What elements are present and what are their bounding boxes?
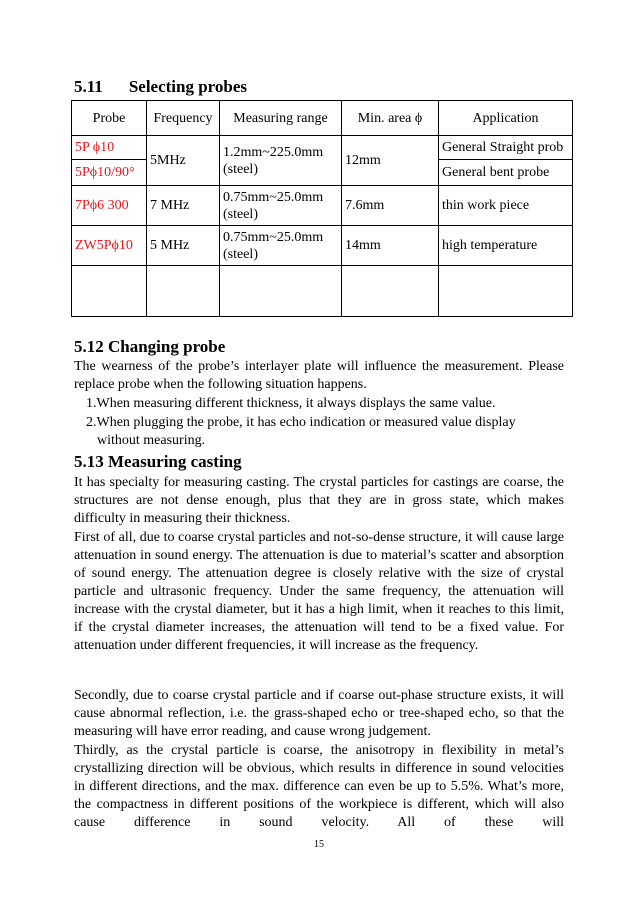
cell-range <box>220 136 342 186</box>
range-line: (steel) <box>223 206 258 222</box>
empty-cell <box>147 266 220 317</box>
section-heading-5-11 <box>74 77 247 97</box>
header-frequency: Frequency <box>147 101 220 136</box>
cell-application: high temperature <box>439 226 573 266</box>
cell-application: thin work piece <box>439 186 573 226</box>
cell-probe: ZW5Pϕ10 <box>72 226 147 266</box>
cell-frequency: 5MHz <box>147 136 220 186</box>
header-measuring-range: Measuring range <box>220 101 342 136</box>
cell-min-area: 14mm <box>342 226 439 266</box>
list-item: 1.When measuring different thickness, it always displays the same value. <box>86 396 496 411</box>
cell-probe: 5P ϕ10 <box>72 136 147 160</box>
cell-min-area: 7.6mm <box>342 186 439 226</box>
table-row-empty <box>72 266 573 317</box>
cell-frequency: 5 MHz <box>147 226 220 266</box>
range-line: 0.75mm~25.0mm <box>223 229 324 245</box>
cell-frequency: 7 MHz <box>147 186 220 226</box>
paragraph: Secondly, due to coarse crystal particle and if coarse out-phase structure exists, it will cause abnormal reflection, i.e. the grass-shaped echo or tree-shaped echo, so that the measuring will have error reading, and cause wrong judgement. <box>74 688 564 739</box>
table-header-row <box>72 101 573 136</box>
cell-application: General bent probe <box>439 160 573 186</box>
empty-cell <box>220 266 342 317</box>
cell-range <box>220 226 342 266</box>
header-application: Application <box>439 101 573 136</box>
paragraph: It has specialty for measuring casting. The crystal particles for castings are coarse, the structures are not dense enough, plus that they are in gross state, which makes difficulty in measuring their thickness. <box>74 475 564 526</box>
cell-application: General Straight prob <box>439 136 573 160</box>
page-number: 15 <box>314 839 324 850</box>
cell-range <box>220 186 342 226</box>
list-item <box>86 414 564 450</box>
section-heading-5-13: 5.13 Measuring casting <box>74 452 242 471</box>
range-line: (steel) <box>223 161 258 177</box>
table-row <box>72 186 573 226</box>
cell-probe: 5Pϕ10/90° <box>72 160 147 186</box>
range-line: (steel) <box>223 246 258 262</box>
paragraph: Thirdly, as the crystal particle is coarse, the anisotropy in flexibility in metal’s crystallizing direction will be obvious, which results in difference in sound velocities in different directions, and the max. difference can even be up to 5.5%. What’s more, the compactness in different positions of the workpiece is different, which will also cause difference in sound velocity. All of these will <box>74 743 564 830</box>
table-row <box>72 226 573 266</box>
range-line: 0.75mm~25.0mm <box>223 189 324 205</box>
empty-cell <box>439 266 573 317</box>
paragraph: First of all, due to coarse crystal particles and not-so-dense structure, it will cause large attenuation in sound energy. The attenuation is due to material’s scatter and absorption of sound energy. The attenuation degree is closely relative with the size of crystal particle and ultrasonic frequency. Under the same frequency, the attenuation will increase with the crystal diameter, but it has a high limit, when it reaches to this limit, if the crystal diameter increases, the attenuation will tend to be a fixed value. For attenuation under different frequencies, it will increase as the frequency. <box>74 530 564 653</box>
cell-min-area: 12mm <box>342 136 439 186</box>
table-row <box>72 136 573 160</box>
list-item-line: 2.When plugging the probe, it has echo indication or measured value display <box>86 415 516 430</box>
section-number: 5.11 <box>74 77 103 96</box>
header-min-area: Min. area ϕ <box>342 101 439 136</box>
empty-cell <box>72 266 147 317</box>
section-heading-5-12: 5.12 Changing probe <box>74 337 226 356</box>
section-title: Selecting probes <box>128 77 248 96</box>
list-item-continuation: without measuring. <box>97 433 206 448</box>
header-probe: Probe <box>72 101 147 136</box>
range-line: 1.2mm~225.0mm <box>223 144 324 160</box>
cell-probe: 7Pϕ6 300 <box>72 186 147 226</box>
paragraph: The wearness of the probe’s interlayer plate will influence the measurement. Please replace probe when the following situation happens. <box>74 359 564 392</box>
probe-table <box>71 100 573 317</box>
empty-cell <box>342 266 439 317</box>
